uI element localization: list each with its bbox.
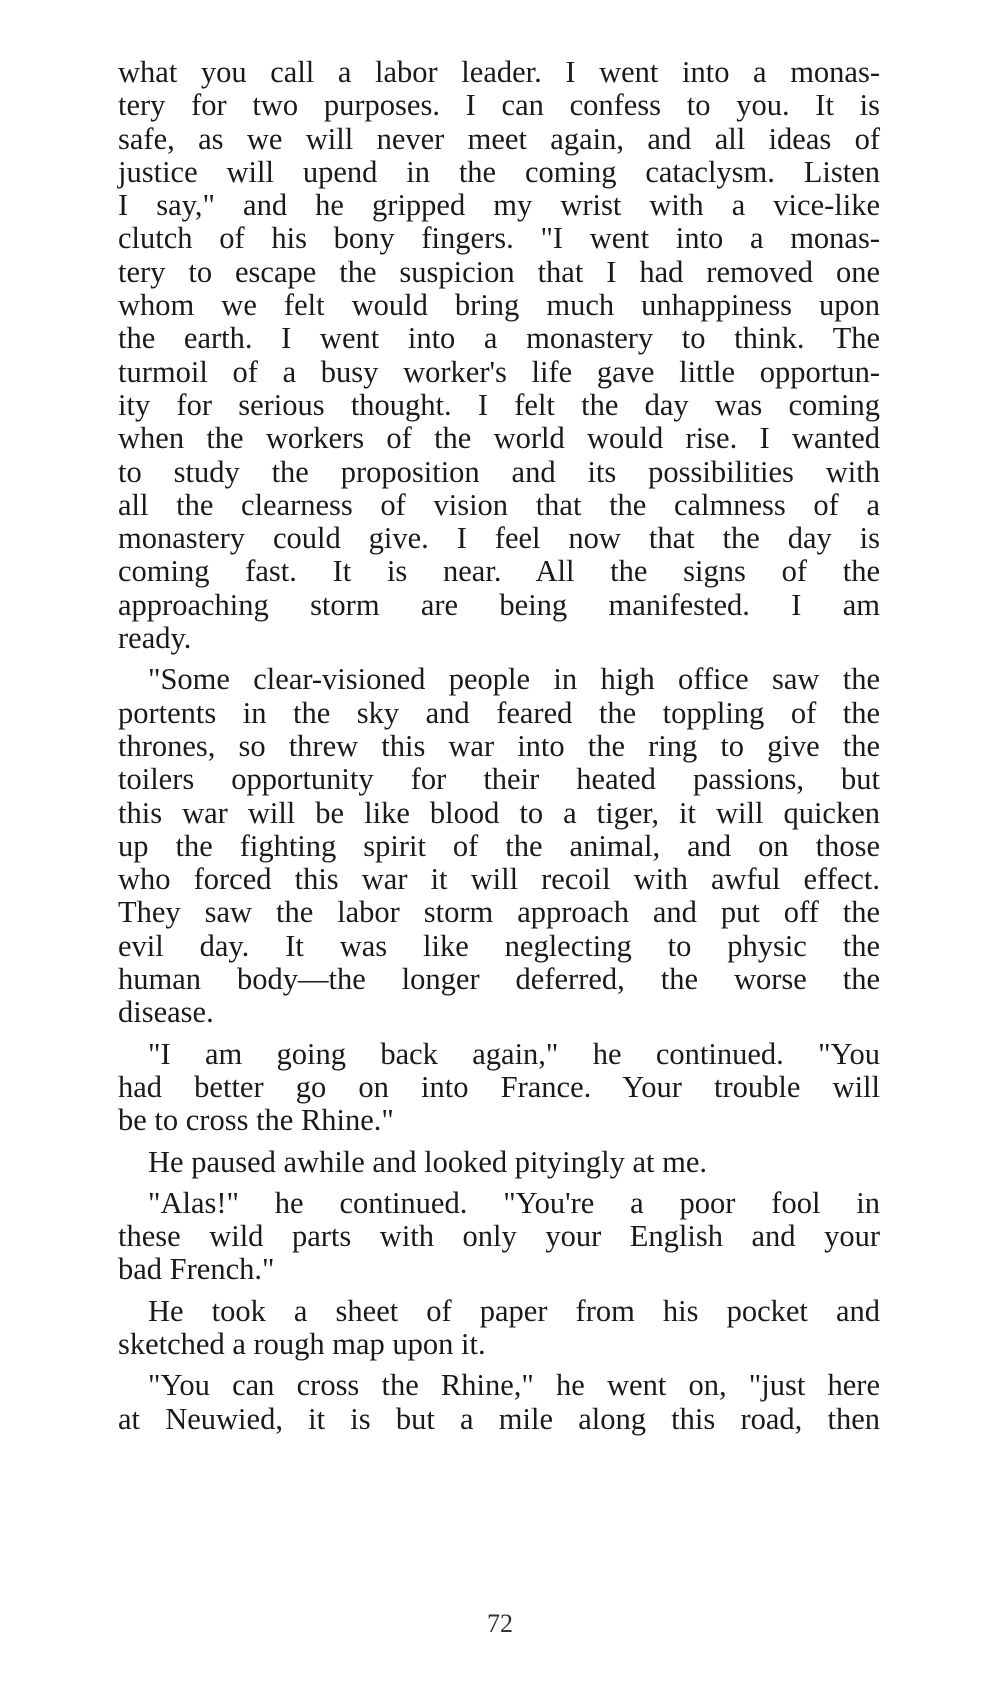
text-line: portents in the sky and feared the toppling of the bbox=[118, 695, 880, 730]
text-line: justice will upend in the coming cataclysm. Listen bbox=[118, 154, 880, 189]
text-line: approaching storm are being manifested. I am bbox=[118, 587, 880, 622]
text-line: They saw the labor storm approach and put off the bbox=[118, 895, 880, 930]
text-line: toilers opportunity for their heated passions, but bbox=[118, 762, 880, 797]
text-line: ready. bbox=[118, 621, 192, 656]
text-line: tery for two purposes. I can confess to you. It is bbox=[118, 88, 880, 123]
text-line: all the clearness of vision that the calmness of a bbox=[118, 487, 880, 522]
text-line: He took a sheet of paper from his pocket and bbox=[148, 1293, 880, 1328]
text-line: whom we felt would bring much unhappiness upon bbox=[118, 288, 880, 323]
paragraph bbox=[118, 1295, 880, 1362]
text-line: ity for serious thought. I felt the day was coming bbox=[118, 387, 880, 422]
text-line: be to cross the Rhine." bbox=[118, 1103, 394, 1138]
page-body bbox=[118, 56, 880, 1444]
text-line: thrones, so threw this war into the ring to give the bbox=[118, 728, 880, 763]
paragraph bbox=[118, 1187, 880, 1287]
paragraph bbox=[118, 1146, 880, 1179]
text-line: up the fighting spirit of the animal, and on those bbox=[118, 828, 880, 863]
text-line: clutch of his bony fingers. "I went into a monas- bbox=[118, 221, 880, 256]
text-line: coming fast. It is near. All the signs of the bbox=[118, 554, 880, 589]
text-line: sketched a rough map upon it. bbox=[118, 1326, 486, 1361]
text-line: to study the proposition and its possibilities with bbox=[118, 454, 880, 489]
text-line: when the workers of the world would rise. I wanted bbox=[118, 421, 880, 456]
text-line: human body—the longer deferred, the worse the bbox=[118, 962, 880, 997]
text-line: "I am going back again," he continued. "You bbox=[148, 1036, 880, 1071]
text-line: I say," and he gripped my wrist with a vice-like bbox=[118, 188, 880, 223]
paragraph bbox=[118, 1038, 880, 1138]
text-line: these wild parts with only your English and your bbox=[118, 1219, 880, 1254]
text-line: this war will be like blood to a tiger, it will quicken bbox=[118, 795, 880, 830]
text-line: who forced this war it will recoil with awful effect. bbox=[118, 862, 880, 897]
text-line: bad French." bbox=[118, 1252, 275, 1287]
text-line: the earth. I went into a monastery to think. The bbox=[118, 321, 880, 356]
text-line: tery to escape the suspicion that I had removed one bbox=[118, 254, 880, 289]
text-line: disease. bbox=[118, 995, 214, 1030]
text-line: at Neuwied, it is but a mile along this road, then bbox=[118, 1401, 880, 1436]
text-line: what you call a labor leader. I went into a monas- bbox=[118, 55, 880, 89]
text-line: "Alas!" he continued. "You're a poor fool in bbox=[148, 1185, 880, 1220]
paragraph bbox=[118, 1369, 880, 1436]
text-line: "Some clear-visioned people in high office saw the bbox=[148, 662, 880, 697]
text-line: safe, as we will never meet again, and all ideas of bbox=[118, 121, 880, 156]
text-line: evil day. It was like neglecting to physic the bbox=[118, 928, 880, 963]
paragraph bbox=[118, 663, 880, 1029]
text-line: He paused awhile and looked pityingly at me. bbox=[148, 1144, 708, 1179]
page-number: 72 bbox=[487, 1609, 513, 1638]
text-line: turmoil of a busy worker's life gave little opportun- bbox=[118, 354, 880, 389]
text-line: "You can cross the Rhine," he went on, "just here bbox=[148, 1368, 880, 1403]
paragraph bbox=[118, 56, 880, 655]
text-line: monastery could give. I feel now that the day is bbox=[118, 521, 880, 556]
text-line: had better go on into France. Your trouble will bbox=[118, 1069, 880, 1104]
